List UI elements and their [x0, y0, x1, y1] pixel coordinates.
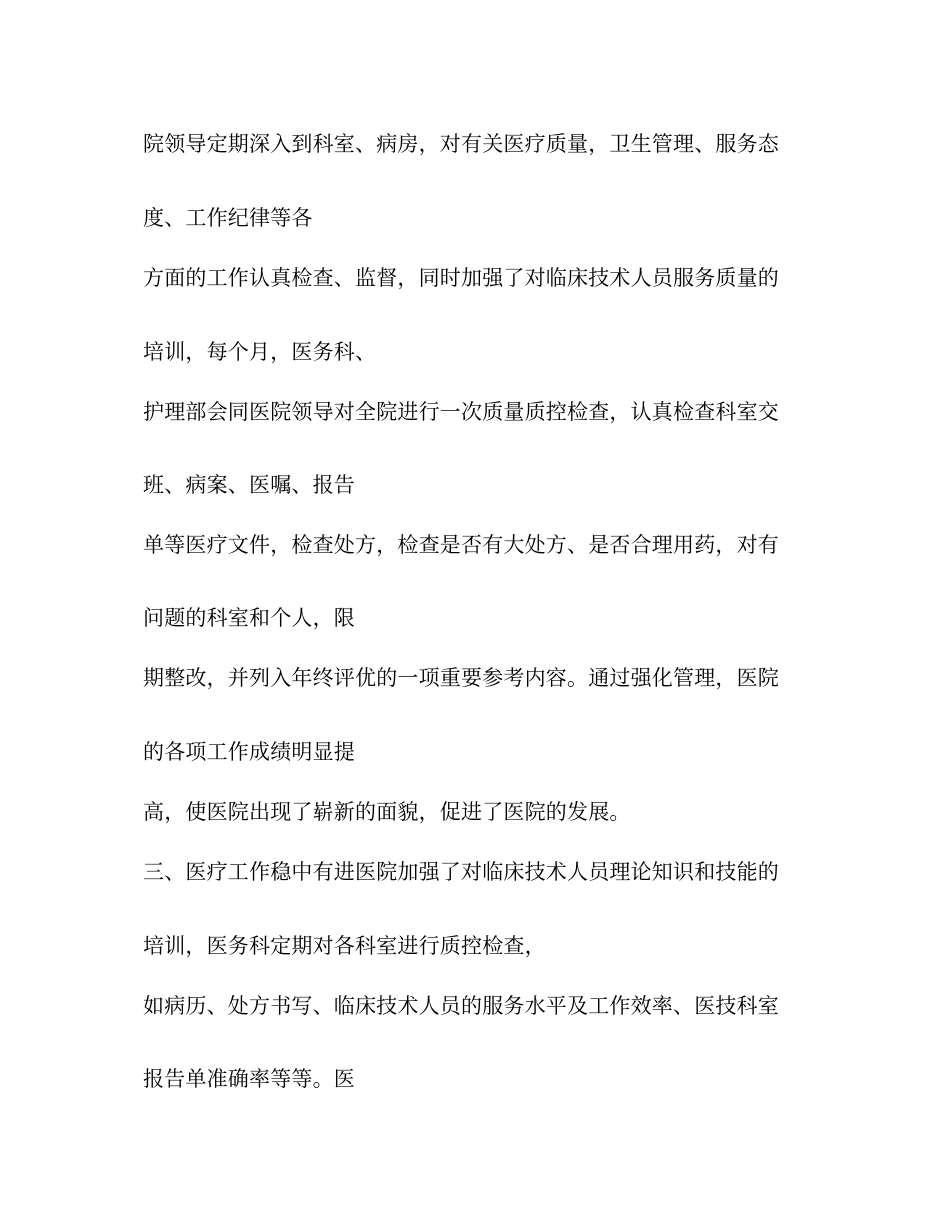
text-line: 单等医疗文件，检查处方，检查是否有大处方、是否合理用药，对有: [143, 533, 779, 557]
text-line: 护理部会同医院领导对全院进行一次质量质控检查，认真检查科室交: [143, 400, 779, 424]
text-line: 院领导定期深入到科室、病房，对有关医疗质量，卫生管理、服务态: [143, 132, 779, 156]
text-line: 期整改，并列入年终评优的一项重要参考内容。通过强化管理，医院: [143, 666, 779, 690]
text-line: 培训，每个月，医务科、: [143, 340, 377, 364]
text-line: 的各项工作成绩明显提: [143, 740, 355, 764]
text-line: 高，使医院出现了崭新的面貌，促进了医院的发展。: [143, 800, 631, 824]
text-line: 方面的工作认真检查、监督，同时加强了对临床技术人员服务质量的: [143, 266, 779, 290]
text-line: 如病历、处方书写、临床技术人员的服务水平及工作效率、医技科室: [143, 994, 779, 1018]
text-line: 班、病案、医嘱、报告: [143, 473, 355, 497]
text-line: 报告单准确率等等。医: [143, 1067, 355, 1091]
text-line: 三、医疗工作稳中有进医院加强了对临床技术人员理论知识和技能的: [143, 860, 779, 884]
text-line: 问题的科室和个人，限: [143, 606, 355, 630]
text-line: 培训，医务科定期对各科室进行质控检查，: [143, 934, 546, 958]
text-line: 度、工作纪律等各: [143, 206, 313, 230]
